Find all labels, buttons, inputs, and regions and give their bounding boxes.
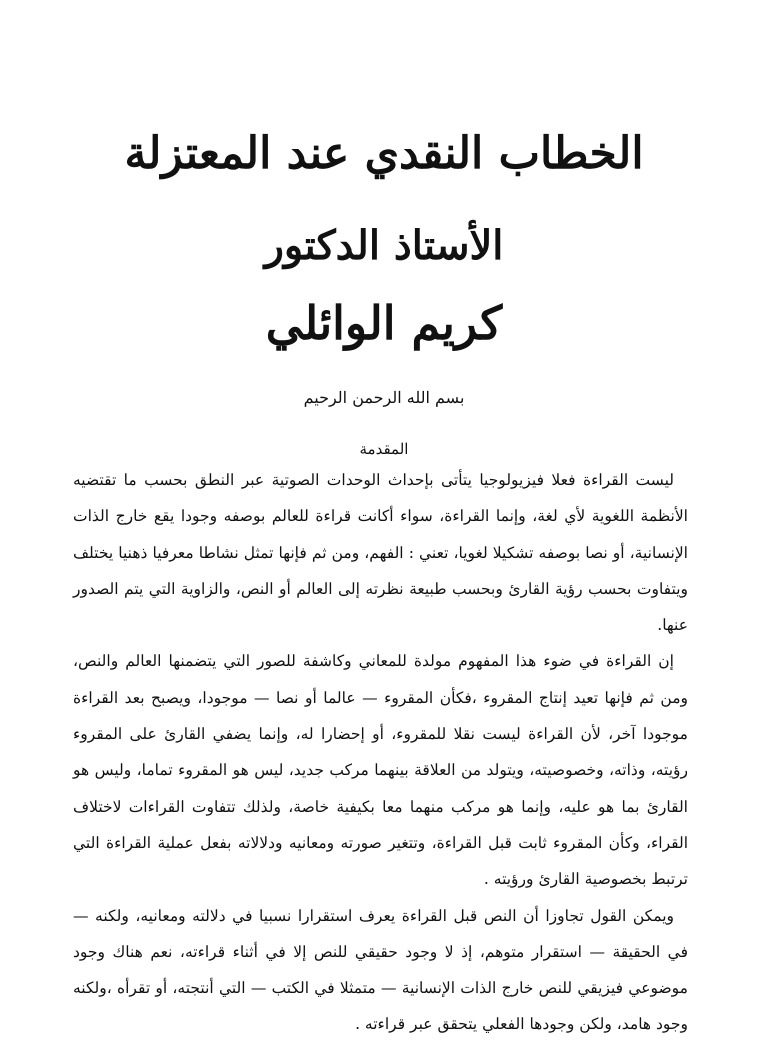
body-text [73,462,688,1043]
basmala: بسم الله الرحمن الرحيم [303,388,465,407]
paragraph: ويمكن القول تجاوزا أن النص قبل القراءة يعرف استقرارا نسبيا في دلالته ومعانيه، ولكنه — في الحقيقة — استقرار متوهم، إذ لا وجود حقيقي للنص إلا في أثناء قراءته، نعم هناك وجود موضوعي فيزيقي للنص خارج الذات الإنسانية — متمثلا في الكتب — التي أنتجته، أو تقرأه ،ولكنه وجود هامد، ولكن وجودها الفعلي يتحقق عبر قراءته . [73,906,688,1034]
document-title: الخطاب النقدي عند المعتزلة [124,128,644,179]
author-title: الأستاذ الدكتور [264,222,504,269]
paragraph: ليست القراءة فعلا فيزيولوجيا يتأتى بإحداث الوحدات الصوتية عبر النطق بحسب ما تقتضيه الأنظمة اللغوية لأي لغة، وإنما القراءة، سواء أكانت قراءة للعالم بوصفه وجودا يقع خارج الذات الإنسانية، أو نصا بوصفه تشكيلا لغويا، تعني : الفهم، ومن ثم فإنها تمثل نشاطا معرفيا ذهنيا يختلف ويتفاوت بحسب رؤية القارئ وبحسب طبيعة نظرته إلى العالم أو النص، والزاوية التي يتم الصدور عنها. [73,471,688,635]
section-heading: المقدمة [359,440,409,458]
author-name: كريم الوائلي [265,296,503,350]
paragraph: إن القراءة في ضوء هذا المفهوم مولدة للمعاني وكاشفة للصور التي يتضمنها العالم والنص، ومن ثم فإنها تعيد إنتاج المقروء ،فكأن المقروء — عالما أو نصا — موجودا، ويصبح بعد القراءة موجودا آخر، لأن القراءة ليست نقلا للمقروء، أو إحضارا له، وإنما يضفي القارئ على المقروء رؤيته، وذاته، وخصوصيته، ويتولد من العلاقة بينهما مركب جديد، ليس هو المقروء تماما، وليس هو القارئ بما هو عليه، وإنما هو مركب منهما معا بكيفية خاصة، ولذلك تتفاوت القراءات لاختلاف القراء، وكأن المقروء ثابت قبل القراءة، وتتغير صورته ومعانيه ودلالاته بفعل عملية القراءة التي ترتبط بخصوصية القارئ ورؤيته . [73,652,688,889]
